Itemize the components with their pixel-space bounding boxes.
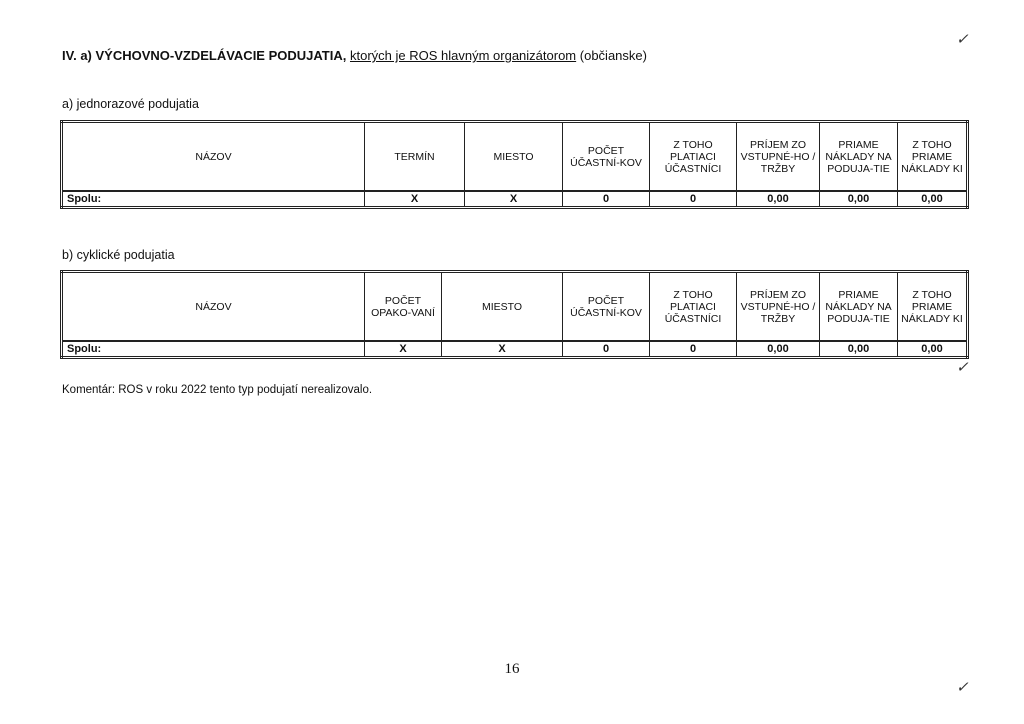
total-cell: 0	[563, 341, 650, 358]
total-label: Spolu:	[62, 191, 365, 208]
total-label: Spolu:	[62, 341, 365, 358]
header-cell: POČET OPAKO-VANÍ	[365, 272, 442, 342]
total-cell: 0	[650, 191, 737, 208]
header-cell: PRIAME NÁKLADY NA PODUJA-TIE	[820, 122, 898, 192]
header-cell: Z TOHO PRIAME NÁKLADY KI	[898, 272, 968, 342]
header-cell: MIESTO	[465, 122, 563, 192]
subsection-a-title: a) jednorazové podujatia	[62, 97, 199, 111]
table-header-row	[62, 272, 968, 342]
one-time-events-table	[60, 120, 969, 209]
comment-text: Komentár: ROS v roku 2022 tento typ podujatí nerealizovalo.	[62, 384, 373, 396]
total-cell: 0	[563, 191, 650, 208]
subsection-b-title: b) cyklické podujatia	[62, 248, 175, 262]
table-header-row	[62, 122, 968, 192]
header-cell: Z TOHO PLATIACI ÚČASTNÍCI	[650, 272, 737, 342]
header-cell: Z TOHO PLATIACI ÚČASTNÍCI	[650, 122, 737, 192]
header-cell: PRIAME NÁKLADY NA PODUJA-TIE	[820, 272, 898, 342]
header-cell: NÁZOV	[62, 122, 365, 192]
header-cell: NÁZOV	[62, 272, 365, 342]
total-cell: X	[365, 191, 465, 208]
check-mark-icon: ✓	[956, 358, 969, 376]
header-cell: POČET ÚČASTNÍ-KOV	[563, 272, 650, 342]
cyclic-events-table	[60, 270, 969, 359]
heading-underlined: ktorých je ROS hlavným organizátorom	[349, 48, 577, 63]
total-cell: 0,00	[820, 341, 898, 358]
header-cell: PRÍJEM ZO VSTUPNÉ-HO / TRŽBY	[737, 272, 820, 342]
header-cell: PRÍJEM ZO VSTUPNÉ-HO / TRŽBY	[737, 122, 820, 192]
page-number: 16	[504, 661, 520, 677]
total-cell: 0,00	[737, 191, 820, 208]
header-cell: Z TOHO PRIAME NÁKLADY KI	[898, 122, 968, 192]
total-cell: 0	[650, 341, 737, 358]
total-cell: 0,00	[898, 191, 968, 208]
header-cell: TERMÍN	[365, 122, 465, 192]
total-cell: X	[365, 341, 442, 358]
check-mark-icon: ✓	[956, 30, 969, 48]
heading-rest: (občianske)	[579, 48, 647, 63]
total-row	[62, 341, 968, 358]
total-cell: X	[442, 341, 563, 358]
total-cell: 0,00	[737, 341, 820, 358]
total-cell: X	[465, 191, 563, 208]
check-mark-icon: ✓	[956, 678, 969, 696]
total-cell: 0,00	[820, 191, 898, 208]
header-cell: POČET ÚČASTNÍ-KOV	[563, 122, 650, 192]
total-row	[62, 191, 968, 208]
header-cell: MIESTO	[442, 272, 563, 342]
total-cell: 0,00	[898, 341, 968, 358]
heading-bold: IV. a) VÝCHOVNO-VZDELÁVACIE PODUJATIA,	[62, 48, 347, 63]
section-heading	[62, 48, 647, 63]
